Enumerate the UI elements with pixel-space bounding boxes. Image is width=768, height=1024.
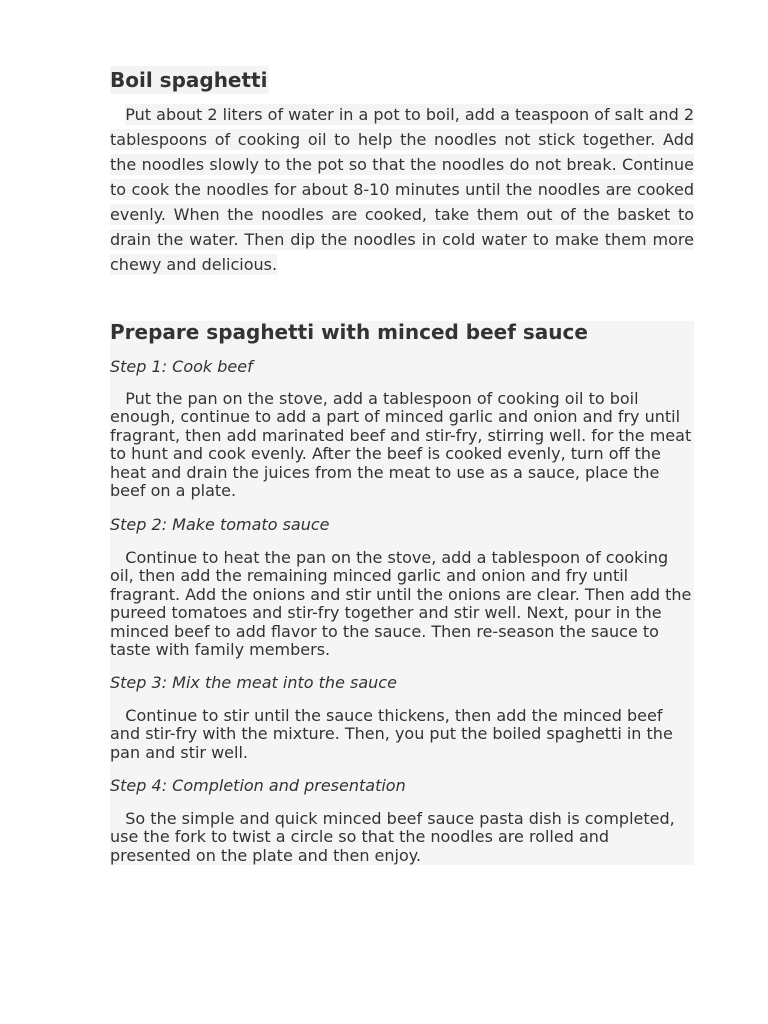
section-title-minced-beef: Prepare spaghetti with minced beef sauce xyxy=(110,320,588,344)
section-title-boil-spaghetti: Boil spaghetti xyxy=(110,68,268,92)
boil-spaghetti-paragraph xyxy=(110,102,694,277)
minced-beef-section xyxy=(110,321,694,865)
step-1-heading: Step 1: Cook beef xyxy=(110,357,253,376)
step-2-heading: Step 2: Make tomato sauce xyxy=(110,515,330,534)
step-4-heading: Step 4: Completion and presentation xyxy=(110,776,406,795)
step-1-text: Put the pan on the stove, add a tablespoon of cooking oil to boil enough, continue to add a part of minced garlic and onion and fry until fragrant, then add marinated beef and stir-fry, stirring well. for the meat to hunt and cook evenly. After the beef is cooked evenly, turn off the heat and drain the juices from the meat to use as a sauce, place the beef on a plate. xyxy=(110,389,692,501)
step-2-text: Continue to heat the pan on the stove, add a tablespoon of cooking oil, then add the remaining minced garlic and onion and fry until fragrant. Add the onions and stir until the onions are clear. Then add the pureed tomatoes and stir-fry together and stir well. Next, pour in the minced beef to add flavor to the sauce. Then re-season the sauce to taste with family members. xyxy=(110,548,692,660)
boil-spaghetti-text: Put about 2 liters of water in a pot to boil, add a teaspoon of salt and 2 tablespoons of cooking oil to help the noodles not stick together. Add the noodles slowly to the pot so that the noodles do not break. Continue to cook the noodles for about 8-10 minutes until the noodles are cooked evenly. When the noodles are cooked, take them out of the basket to drain the water. Then dip the noodles in cold water to make them more chewy and delicious. xyxy=(110,105,694,274)
step-3-text: Continue to stir until the sauce thickens, then add the minced beef and stir-fry with the mixture. Then, you put the boiled spaghetti in the pan and stir well. xyxy=(110,706,673,762)
step-3-heading: Step 3: Mix the meat into the sauce xyxy=(110,673,397,692)
step-4-text: So the simple and quick minced beef sauce pasta dish is completed, use the fork to twist a circle so that the noodles are rolled and presented on the plate and then enjoy. xyxy=(110,809,675,865)
